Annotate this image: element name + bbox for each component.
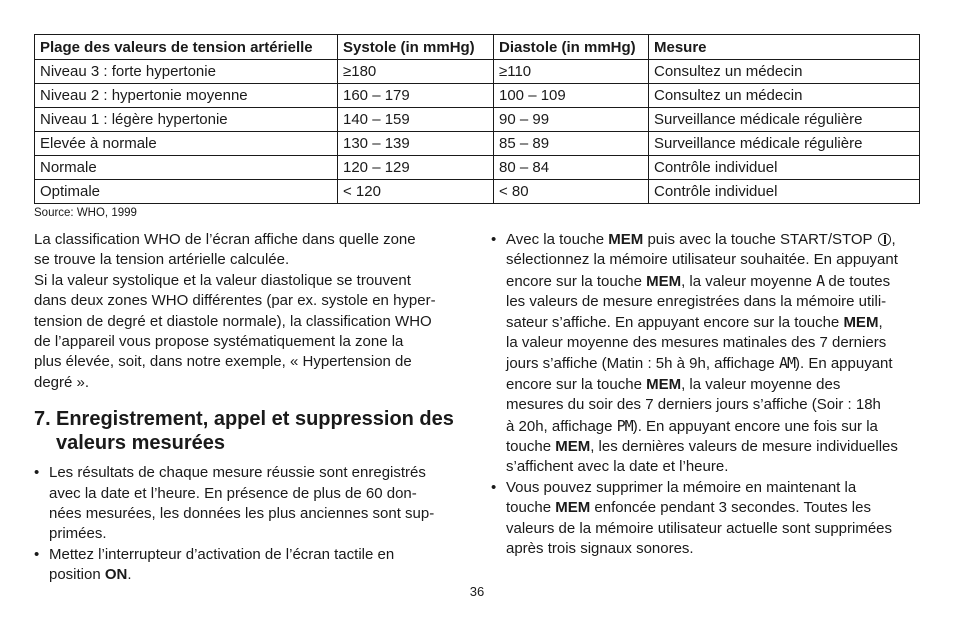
table-cell: Contrôle individuel [649,156,920,180]
intro-paragraph [34,230,464,393]
text-line: valeurs de la mémoire utilisateur actuelle sont supprimées [506,519,893,537]
table-row [35,156,920,180]
text-fragment: , [878,313,883,331]
page-number: 36 [469,584,485,599]
on-label: ON [104,566,128,584]
text-fragment: ). En appuyant [795,355,893,373]
table-cell: Niveau 1 : légère hypertonie [35,108,338,132]
table-row [35,108,920,132]
left-column [34,230,464,586]
text-line: primées. [49,525,107,543]
text-line: tension de degré et diastole normale), la classification WHO [34,312,432,330]
bullet-list [34,463,464,585]
am-symbol-icon: AM [778,354,795,373]
table-cell: 80 – 84 [494,156,649,180]
mem-key-label: MEM [555,438,591,456]
table-cell: Consultez un médecin [649,60,920,84]
mem-key-label: MEM [843,313,879,331]
text-line: de l’appareil vous propose systématiquement la zone la [34,333,404,351]
text-line: s’affichent avec la date et l’heure. [506,458,729,476]
text-fragment: encore sur la touche [506,272,647,290]
text-line: Si la valeur systolique et la valeur diastolique se trouvent [34,271,411,289]
table-cell: 120 – 129 [338,156,494,180]
text-line: dans deux zones WHO différentes (par ex. systole en hyper- [34,292,436,310]
table-cell: 160 – 179 [338,84,494,108]
text-line: sélectionnez la mémoire utilisateur souhaitée. En appuyant [506,251,898,269]
table-cell: < 80 [494,180,649,204]
text-fragment: position [49,566,105,584]
mem-key-label: MEM [646,375,682,393]
average-a-symbol-icon: A [816,271,825,290]
text-fragment: , la valeur moyenne [681,272,817,290]
bullet-dot-icon: • [34,464,40,482]
mem-key-label: MEM [608,231,644,248]
table-header: Plage des valeurs de tension artérielle [35,35,338,60]
table-cell: Surveillance médicale régulière [649,132,920,156]
table-cell: Niveau 3 : forte hypertonie [35,60,338,84]
text-line: La classification WHO de l’écran affiche dans quelle zone [34,231,416,248]
mem-key-label: MEM [555,499,591,517]
text-line: plus élevée, soit, dans notre exemple, « Hypertension de [34,353,412,371]
text-fragment: . [127,566,132,584]
text-line: avec la date et l’heure. En présence de plus de 60 don- [49,484,417,502]
text-fragment: , [891,231,896,248]
heading-line: Enregistrement, appel et suppression des [56,408,454,431]
table-cell: Contrôle individuel [649,180,920,204]
bullet-dot-icon: • [491,231,497,248]
mem-key-label: MEM [646,272,682,290]
text-fragment: sateur s’affiche. En appuyant encore sur la touche [506,313,844,331]
table-row [35,132,920,156]
text-fragment: touche [506,499,556,517]
section-number: 7. [34,408,51,431]
text-line: après trois signaux sonores. [506,540,694,558]
section-heading [34,407,464,455]
table-cell: 130 – 139 [338,132,494,156]
text-fragment: de toutes [824,272,891,290]
text-line: degré ». [34,373,90,391]
table-row [35,84,920,108]
source-note: Source: WHO, 1999 [34,207,137,219]
list-item [34,463,464,545]
table-cell: Niveau 2 : hypertonie moyenne [35,84,338,108]
list-item [491,230,923,478]
table-header: Systole (in mmHg) [338,35,494,60]
text-fragment: touche [506,438,556,456]
text-fragment: Avec la touche [506,231,609,248]
table-cell: 100 – 109 [494,84,649,108]
text-line: Les résultats de chaque mesure réussie sont enregistrés [49,464,426,482]
bullet-list [491,230,923,560]
text-line: nées mesurées, les données les plus anciennes sont sup- [49,505,435,523]
text-fragment: jours s’affiche (Matin : 5h à 9h, affichage [506,355,779,373]
list-item [491,478,923,560]
bullet-dot-icon: • [491,478,497,496]
text-line: les valeurs de mesure enregistrées dans la mémoire utili- [506,293,887,311]
right-column [491,230,923,560]
heading-line: valeurs mesurées [56,432,226,455]
text-fragment: , la valeur moyenne des [681,375,841,393]
blood-pressure-table [34,34,920,204]
table-cell: Elevée à normale [35,132,338,156]
power-icon [878,233,891,246]
table-cell: 140 – 159 [338,108,494,132]
text-line: se trouve la tension artérielle calculée. [34,251,290,269]
text-fragment: enfoncée pendant 3 secondes. Toutes les [590,499,871,517]
bullet-dot-icon: • [34,545,40,563]
table-header-row [35,35,920,60]
table-cell: Optimale [35,180,338,204]
table-cell: 85 – 89 [494,132,649,156]
table-cell: ≥110 [494,60,649,84]
table-cell: Normale [35,156,338,180]
text-fragment: à 20h, affichage [506,417,617,435]
text-line: Mettez l’interrupteur d’activation de l’écran tactile en [49,545,395,563]
table-cell: ≥180 [338,60,494,84]
text-line: Vous pouvez supprimer la mémoire en maintenant la [506,478,857,496]
text-line: mesures du soir des 7 derniers jours s’affiche (Soir : 18h [506,396,881,414]
list-item [34,545,464,586]
table-header: Mesure [649,35,920,60]
text-fragment: puis avec la touche START/STOP [643,231,877,248]
table-header: Diastole (in mmHg) [494,35,649,60]
table-row [35,60,920,84]
text-line: la valeur moyenne des mesures matinales des 7 derniers [506,334,887,352]
table-row [35,180,920,204]
table-cell: 90 – 99 [494,108,649,132]
table-cell: < 120 [338,180,494,204]
pm-symbol-icon: PM [616,416,633,435]
table-cell: Surveillance médicale régulière [649,108,920,132]
text-fragment: encore sur la touche [506,375,647,393]
text-fragment: , les dernières valeurs de mesure individuelles [590,438,898,456]
table-cell: Consultez un médecin [649,84,920,108]
text-fragment: ). En appuyant encore une fois sur la [632,417,878,435]
